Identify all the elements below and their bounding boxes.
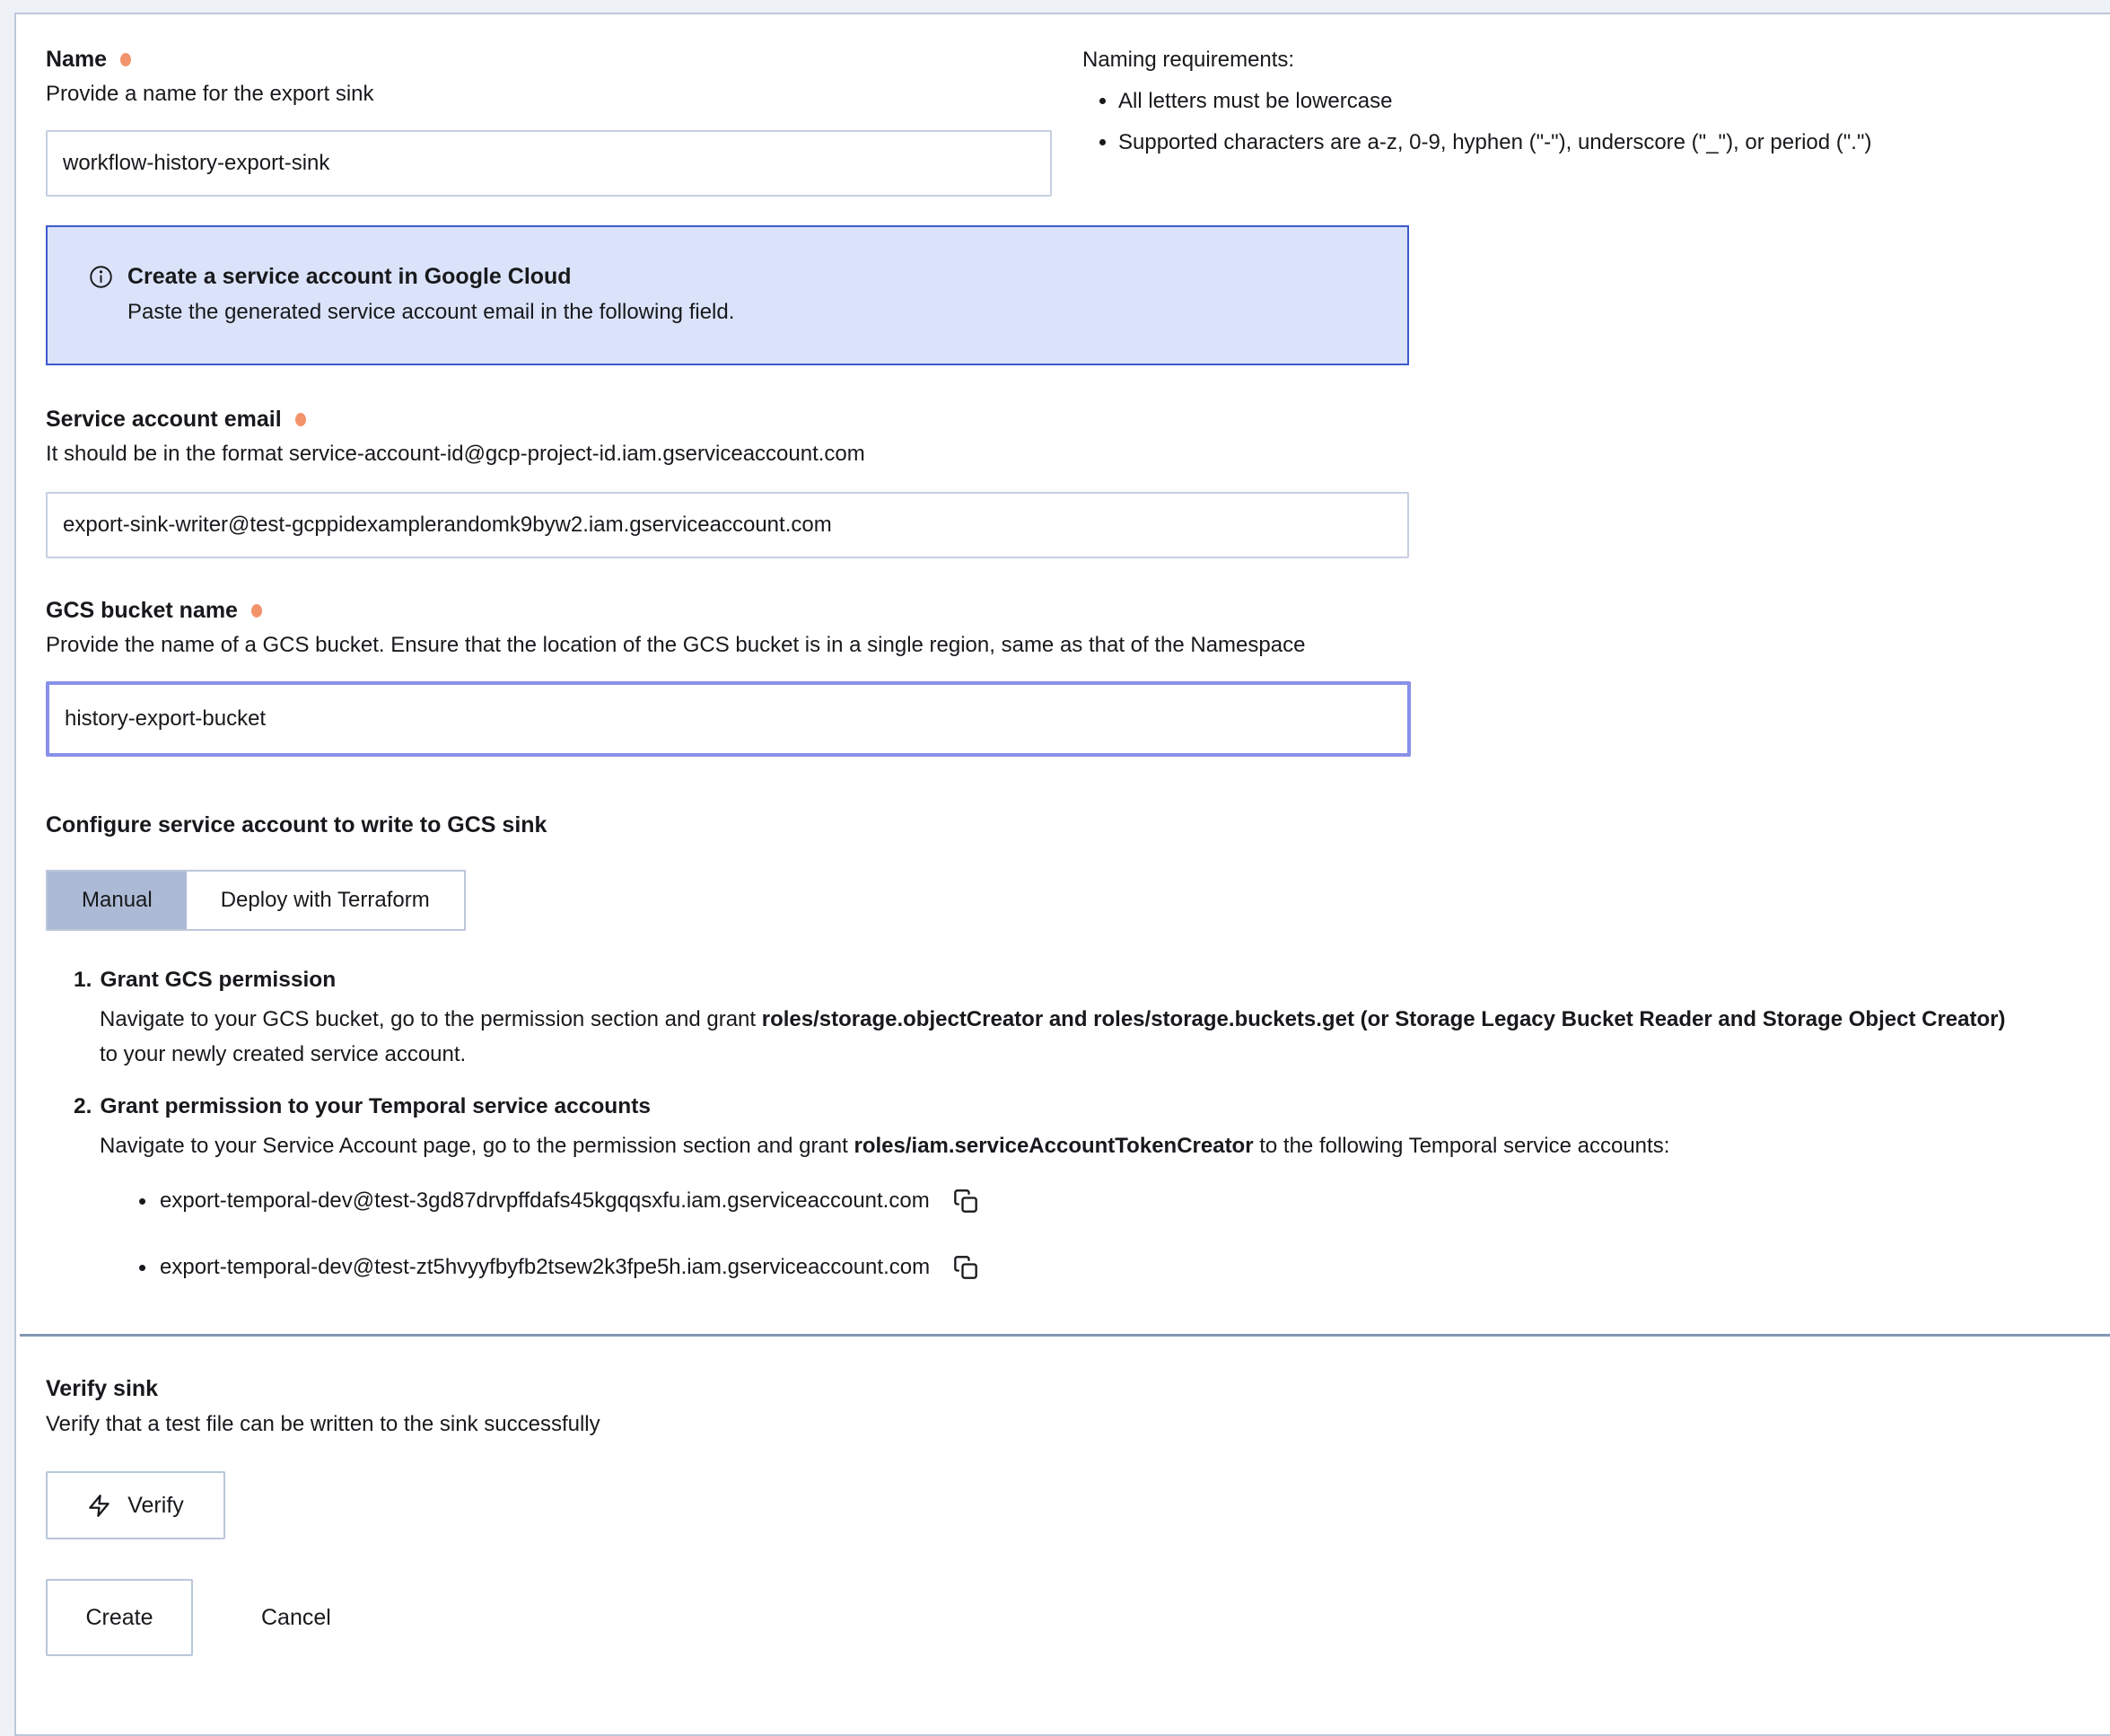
- form-actions: [46, 1579, 2110, 1656]
- naming-requirement-item: • All letters must be lowercase: [1118, 88, 2106, 115]
- step-grant-gcs-permission: [74, 967, 2110, 1072]
- service-account-label: Service account email: [46, 407, 282, 432]
- bullet-icon: •: [138, 1187, 147, 1214]
- temporal-account-email: export-temporal-dev@test-3gd87drvpffdafs45kgqqsxfu.iam.gserviceaccount.com: [160, 1188, 930, 1213]
- step-body: [100, 1128, 2020, 1163]
- configure-tabs: [46, 870, 466, 931]
- info-box-body: Paste the generated service account email in the following field.: [127, 300, 735, 324]
- service-account-info-box: [46, 225, 1409, 365]
- list-item: [138, 1253, 2110, 1282]
- step-body-text: to your newly created service account.: [100, 1042, 467, 1066]
- copy-button[interactable]: [951, 1187, 980, 1215]
- copy-icon: [953, 1255, 978, 1280]
- tab-manual[interactable]: Manual: [48, 872, 187, 929]
- verify-sink-section: [16, 1376, 2110, 1656]
- name-helper-text: Provide a name for the export sink: [46, 82, 374, 106]
- step-body-roles: roles/iam.serviceAccountTokenCreator: [854, 1134, 1254, 1158]
- bucket-helper-text: Provide the name of a GCS bucket. Ensure that the location of the GCS bucket is in a single region, same as that of the Namespace: [46, 633, 1306, 657]
- configure-section-title: Configure service account to write to GCS sink: [46, 812, 547, 837]
- step-body-text: to the following Temporal service accounts:: [1253, 1134, 1670, 1158]
- step-title: [74, 1093, 2110, 1119]
- gcs-bucket-name-input[interactable]: [46, 681, 1411, 757]
- service-account-label-row: [46, 407, 2110, 432]
- lightning-bolt-icon: [87, 1494, 111, 1518]
- naming-requirements-title: Naming requirements:: [1082, 48, 1295, 72]
- service-account-helper-text: It should be in the format service-account-id@gcp-project-id.iam.gserviceaccount.com: [46, 442, 865, 466]
- name-field-block: [46, 47, 2110, 197]
- cancel-button[interactable]: Cancel: [256, 1604, 337, 1632]
- step-grant-temporal-permission: [74, 1093, 2110, 1163]
- naming-requirement-item: • Supported characters are a-z, 0-9, hyphen ("-"), underscore ("_"), or period ("."): [1118, 129, 2106, 156]
- verify-button-label: Verify: [127, 1492, 184, 1518]
- list-item: [138, 1187, 2110, 1215]
- step-body-text: Navigate to your Service Account page, go to the permission section and grant: [100, 1134, 854, 1158]
- naming-requirements-list: [1082, 88, 2106, 156]
- verify-button[interactable]: [46, 1471, 225, 1539]
- step-title: [74, 967, 2110, 993]
- bucket-label-row: [46, 598, 2110, 623]
- service-account-field-block: [46, 407, 2110, 558]
- name-label: Name: [46, 47, 108, 72]
- verify-sink-helper-text: Verify that a test file can be written to the sink successfully: [46, 1412, 600, 1436]
- temporal-account-email: export-temporal-dev@test-zt5hvyyfbyfb2tsew2k3fpe5h.iam.gserviceaccount.com: [160, 1255, 931, 1279]
- step-title-text: Grant permission to your Temporal service accounts: [100, 1094, 652, 1118]
- service-account-email-input[interactable]: [46, 492, 1409, 558]
- form-content: [16, 14, 2110, 1282]
- copy-icon: [953, 1188, 978, 1214]
- bullet-icon: •: [138, 1253, 147, 1281]
- step-body: [100, 1002, 2020, 1072]
- required-dot-icon: [251, 604, 262, 618]
- tab-deploy-with-terraform[interactable]: Deploy with Terraform: [187, 872, 464, 929]
- naming-requirements: [1082, 47, 2106, 171]
- info-box-title: Create a service account in Google Cloud: [127, 264, 572, 289]
- step-number: 2.: [74, 1094, 92, 1118]
- bucket-field-block: [46, 598, 2110, 757]
- step-number: 1.: [74, 968, 92, 992]
- step-body-roles: roles/storage.objectCreator and roles/storage.buckets.get (or Storage Legacy Bucket Reader and Storage Object Creator): [761, 1007, 2006, 1031]
- configure-steps: [74, 967, 2110, 1163]
- required-dot-icon: [120, 53, 131, 66]
- copy-button[interactable]: [951, 1253, 980, 1282]
- required-dot-icon: [295, 413, 306, 426]
- verify-sink-title: Verify sink: [46, 1376, 159, 1401]
- temporal-service-accounts-list: [138, 1187, 2110, 1282]
- export-sink-form-card: [14, 13, 2110, 1736]
- info-icon: [89, 265, 113, 289]
- name-input[interactable]: [46, 130, 1052, 197]
- step-body-text: Navigate to your GCS bucket, go to the permission section and grant: [100, 1007, 762, 1031]
- section-divider: [20, 1334, 2110, 1337]
- bucket-label: GCS bucket name: [46, 598, 238, 623]
- info-box-header: [89, 263, 1380, 290]
- create-button[interactable]: Create: [46, 1579, 193, 1656]
- step-title-text: Grant GCS permission: [100, 968, 337, 992]
